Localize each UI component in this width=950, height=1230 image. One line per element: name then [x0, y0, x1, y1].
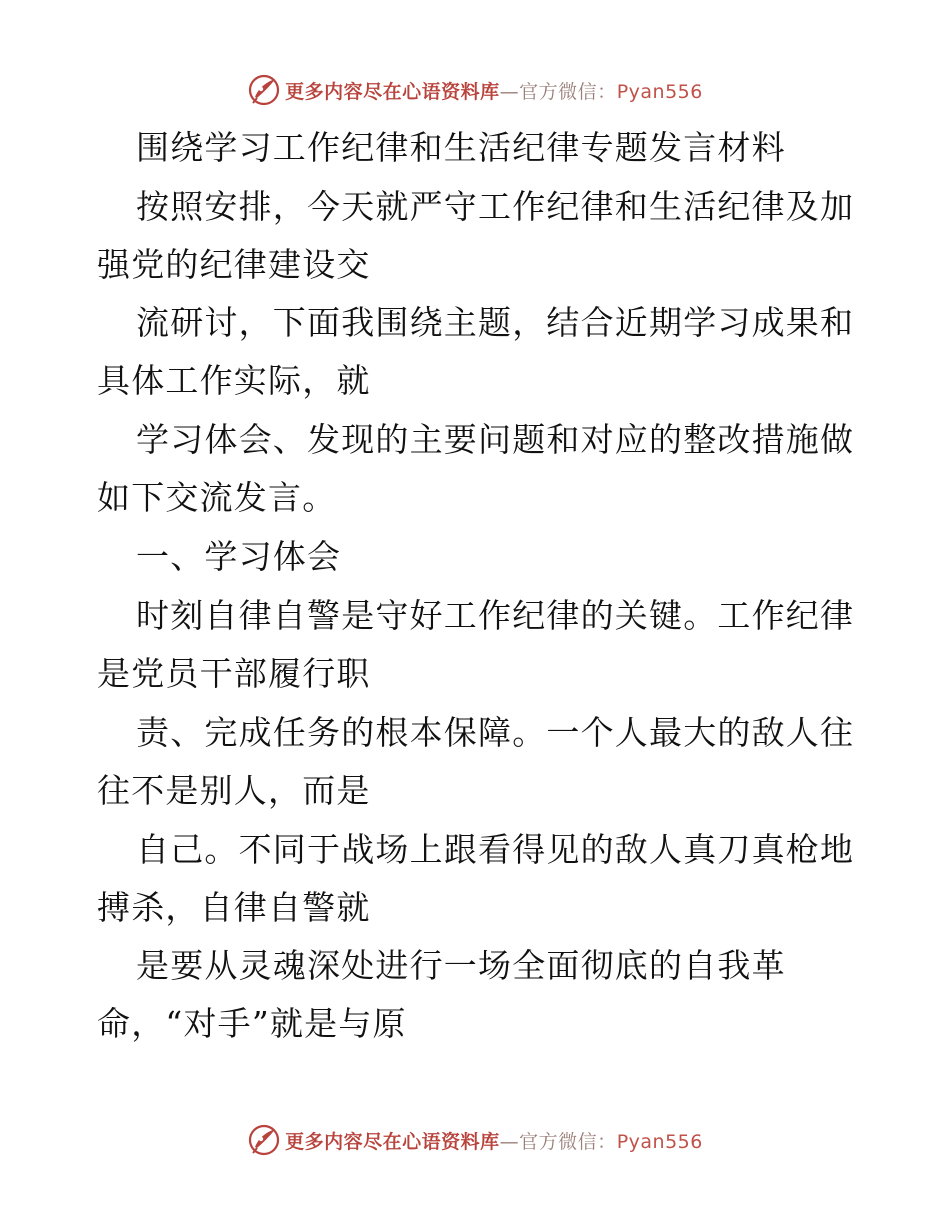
paragraph-line: 自己。不同于战场上跟看得见的敌人真刀真枪地 [136, 830, 855, 869]
paragraph-line: 责、完成任务的根本保障。一个人最大的敌人往 [136, 713, 855, 752]
section-heading: 一、学习体会 [136, 537, 342, 576]
paragraph-line: 具体工作实际，就 [97, 361, 371, 400]
header-watermark-banner [0, 70, 950, 110]
paragraph-line: 按照安排，今天就严守工作纪律和生活纪律及加 [136, 187, 855, 226]
paragraph-line: 是党员干部履行职 [97, 654, 371, 693]
paragraph-line: 往不是别人，而是 [97, 771, 371, 810]
paragraph-line: 强党的纪律建设交 [97, 245, 371, 284]
quill-seal-logo-icon [247, 1123, 281, 1157]
header-wechat-id: Pyan556 [616, 80, 703, 103]
paragraph-line: 命，“对手”就是与原 [97, 1004, 407, 1043]
paragraph-line: 学习体会、发现的主要问题和对应的整改措施做 [136, 420, 855, 459]
document-title: 围绕学习工作纪律和生活纪律专题发言材料 [136, 128, 786, 167]
paragraph-line: 搏杀，自律自警就 [97, 888, 371, 927]
footer-separator: — [499, 1130, 520, 1153]
header-site-text: 更多内容尽在心语资料库 [285, 80, 500, 103]
footer-watermark-text [285, 1127, 703, 1154]
paragraph-line: 如下交流发言。 [97, 478, 337, 517]
footer-wechat-id: Pyan556 [616, 1130, 703, 1153]
paragraph-line: 流研讨，下面我围绕主题，结合近期学习成果和 [136, 303, 855, 342]
header-separator: — [499, 80, 520, 103]
quill-seal-logo-icon [247, 73, 281, 107]
footer-watermark-banner [0, 1120, 950, 1160]
paragraph-line: 时刻自律自警是守好工作纪律的关键。工作纪律 [136, 596, 855, 635]
footer-site-text: 更多内容尽在心语资料库 [285, 1130, 500, 1153]
paragraph-line: 是要从灵魂深处进行一场全面彻底的自我革 [136, 946, 786, 985]
header-watermark-text [285, 77, 703, 104]
header-wechat-label: 官方微信： [519, 80, 617, 103]
footer-wechat-label: 官方微信： [519, 1130, 617, 1153]
